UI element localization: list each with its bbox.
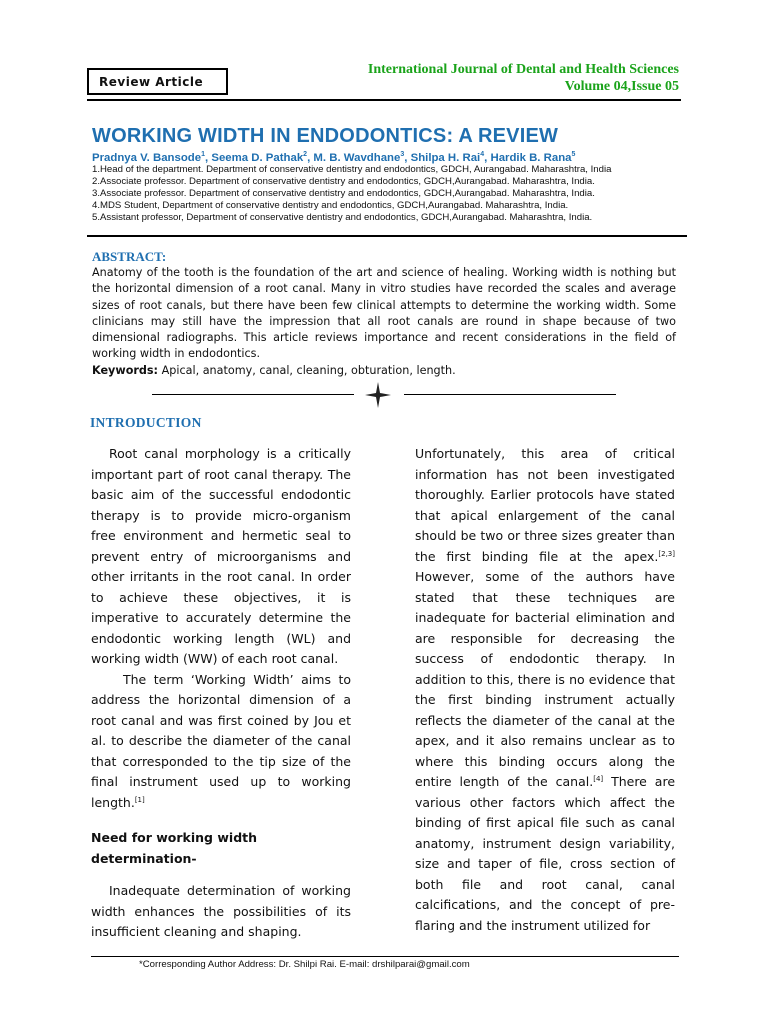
affiliation: 1.Head of the department. Department of conservative dentistry and endodontics, GDCH, Aurangabad. Maharashtra, India — [92, 164, 612, 175]
citation: [4] — [593, 774, 604, 783]
affiliations — [92, 164, 611, 224]
author-list: Pradnya V. Bansode$^1$, Seema D. Pathak$^2$, M. B. Wavdhane$^3$, Shilpa H. Rai$^4$, Hardik B. Rana$^5$ — [92, 151, 576, 164]
author: Seema D. Pathak — [211, 151, 304, 164]
paragraph: Root canal morphology is a critically important part of root canal therapy. The basic aim of the successful endodontic therapy is to provide micro-organism free environment and hermetic seal to prevent entry of microorganisms and other irritants in the root canal. In order to achieve these objectives, it is imperative to accurately determine the endodontic working length (WL) and working width (WW) of each root canal. — [91, 446, 351, 666]
keywords-list: Apical, anatomy, canal, cleaning, obturation, length. — [161, 364, 456, 377]
article-title: WORKING WIDTH IN ENDODONTICS: A REVIEW — [92, 125, 559, 147]
author: Shilpa H. Rai — [410, 151, 481, 164]
review-article-badge: Review Article — [87, 68, 228, 95]
corresponding-author-footnote: *Corresponding Author Address: Dr. Shilpi Rai. E-mail: drshilparai@gmail.com — [139, 959, 470, 970]
left-column — [91, 444, 351, 943]
author: Hardik B. Rana — [490, 151, 572, 164]
journal-name: International Journal of Dental and Health Sciences — [367, 62, 679, 77]
volume-issue: Volume 04,Issue 05 — [564, 79, 679, 94]
keywords — [92, 364, 456, 377]
section-rule — [87, 235, 687, 237]
affiliation: 5.Assistant professor, Department of conservative dentistry and endodontics, GDCH,Aurangabad. Maharashtra, India. — [92, 212, 593, 223]
paragraph: The term ‘Working Width’ aims to address the horizontal dimension of a root canal and was first coined by Jou et al. to describe the diameter of the canal that corresponded to the tip size of the final instrument used up to working length.[1] — [91, 671, 351, 810]
keywords-label: Keywords: — [92, 364, 159, 377]
footer-rule — [91, 956, 679, 957]
introduction-heading: INTRODUCTION — [90, 415, 202, 430]
abstract-text: Anatomy of the tooth is the foundation of the art and science of healing. Working width is nothing but the horizontal dimension of a root canal. Many in vitro studies have recorded the scales and average sizes of root canals, but there have been few clinical attempts to determine the working width. Some clinicians may still have the impression that all root canals are round in shape because of two dimensional radiographs. This article reviews importance and recent considerations in the field of working width in endodontics. — [92, 266, 676, 361]
ornament-star-icon — [365, 382, 391, 408]
affiliation: 4.MDS Student, Department of conservative dentistry and endodontics, GDCH,Aurangabad. Maharashtra, India. — [92, 200, 569, 211]
citation: [1] — [134, 795, 145, 804]
affiliation: 3.Associate professor. Department of conservative dentistry and endodontics, GDCH,Aurangabad. Maharashtra, India. — [92, 188, 595, 199]
author: M. B. Wavdhane — [313, 151, 401, 164]
subheading: Need for working width determination- — [91, 830, 258, 866]
divider-line-left — [152, 394, 354, 395]
journal-info — [368, 61, 679, 95]
header-rule — [87, 99, 681, 101]
author: Pradnya V. Bansode — [92, 151, 202, 164]
paragraph: Inadequate determination of working width enhances the possibilities of its insufficient cleaning and shaping. — [91, 883, 351, 939]
paragraph: Unfortunately, this area of critical information has not been investigated thoroughly. Earlier protocols have stated that apical enlargement of the canal should be two or three sizes greater than the first binding file at the apex.[2,3] However, some of the authors have stated that these techniques are inadequate for bacterial elimination and are responsible for decreasing the success of endodontic therapy. In addition to this, there is no evidence that the first binding instrument actually reflects the diameter of the canal at the apex, and it also remains unclear as to where this binding occurs along the entire length of the canal.[4] There are various other factors which affect the binding of first apical file such as canal anatomy, instrument design variability, size and taper of file, cross section of both file and root canal, canal calcifications, and the concept of pre-flaring and the instrument utilized for — [415, 446, 676, 933]
right-column — [415, 444, 675, 936]
citation: [2,3] — [658, 549, 675, 558]
divider-line-right — [404, 394, 616, 395]
affiliation: 2.Associate professor. Department of conservative dentistry and endodontics, GDCH,Aurangabad. Maharashtra, India. — [92, 176, 595, 187]
abstract-heading: ABSTRACT: — [92, 249, 167, 264]
